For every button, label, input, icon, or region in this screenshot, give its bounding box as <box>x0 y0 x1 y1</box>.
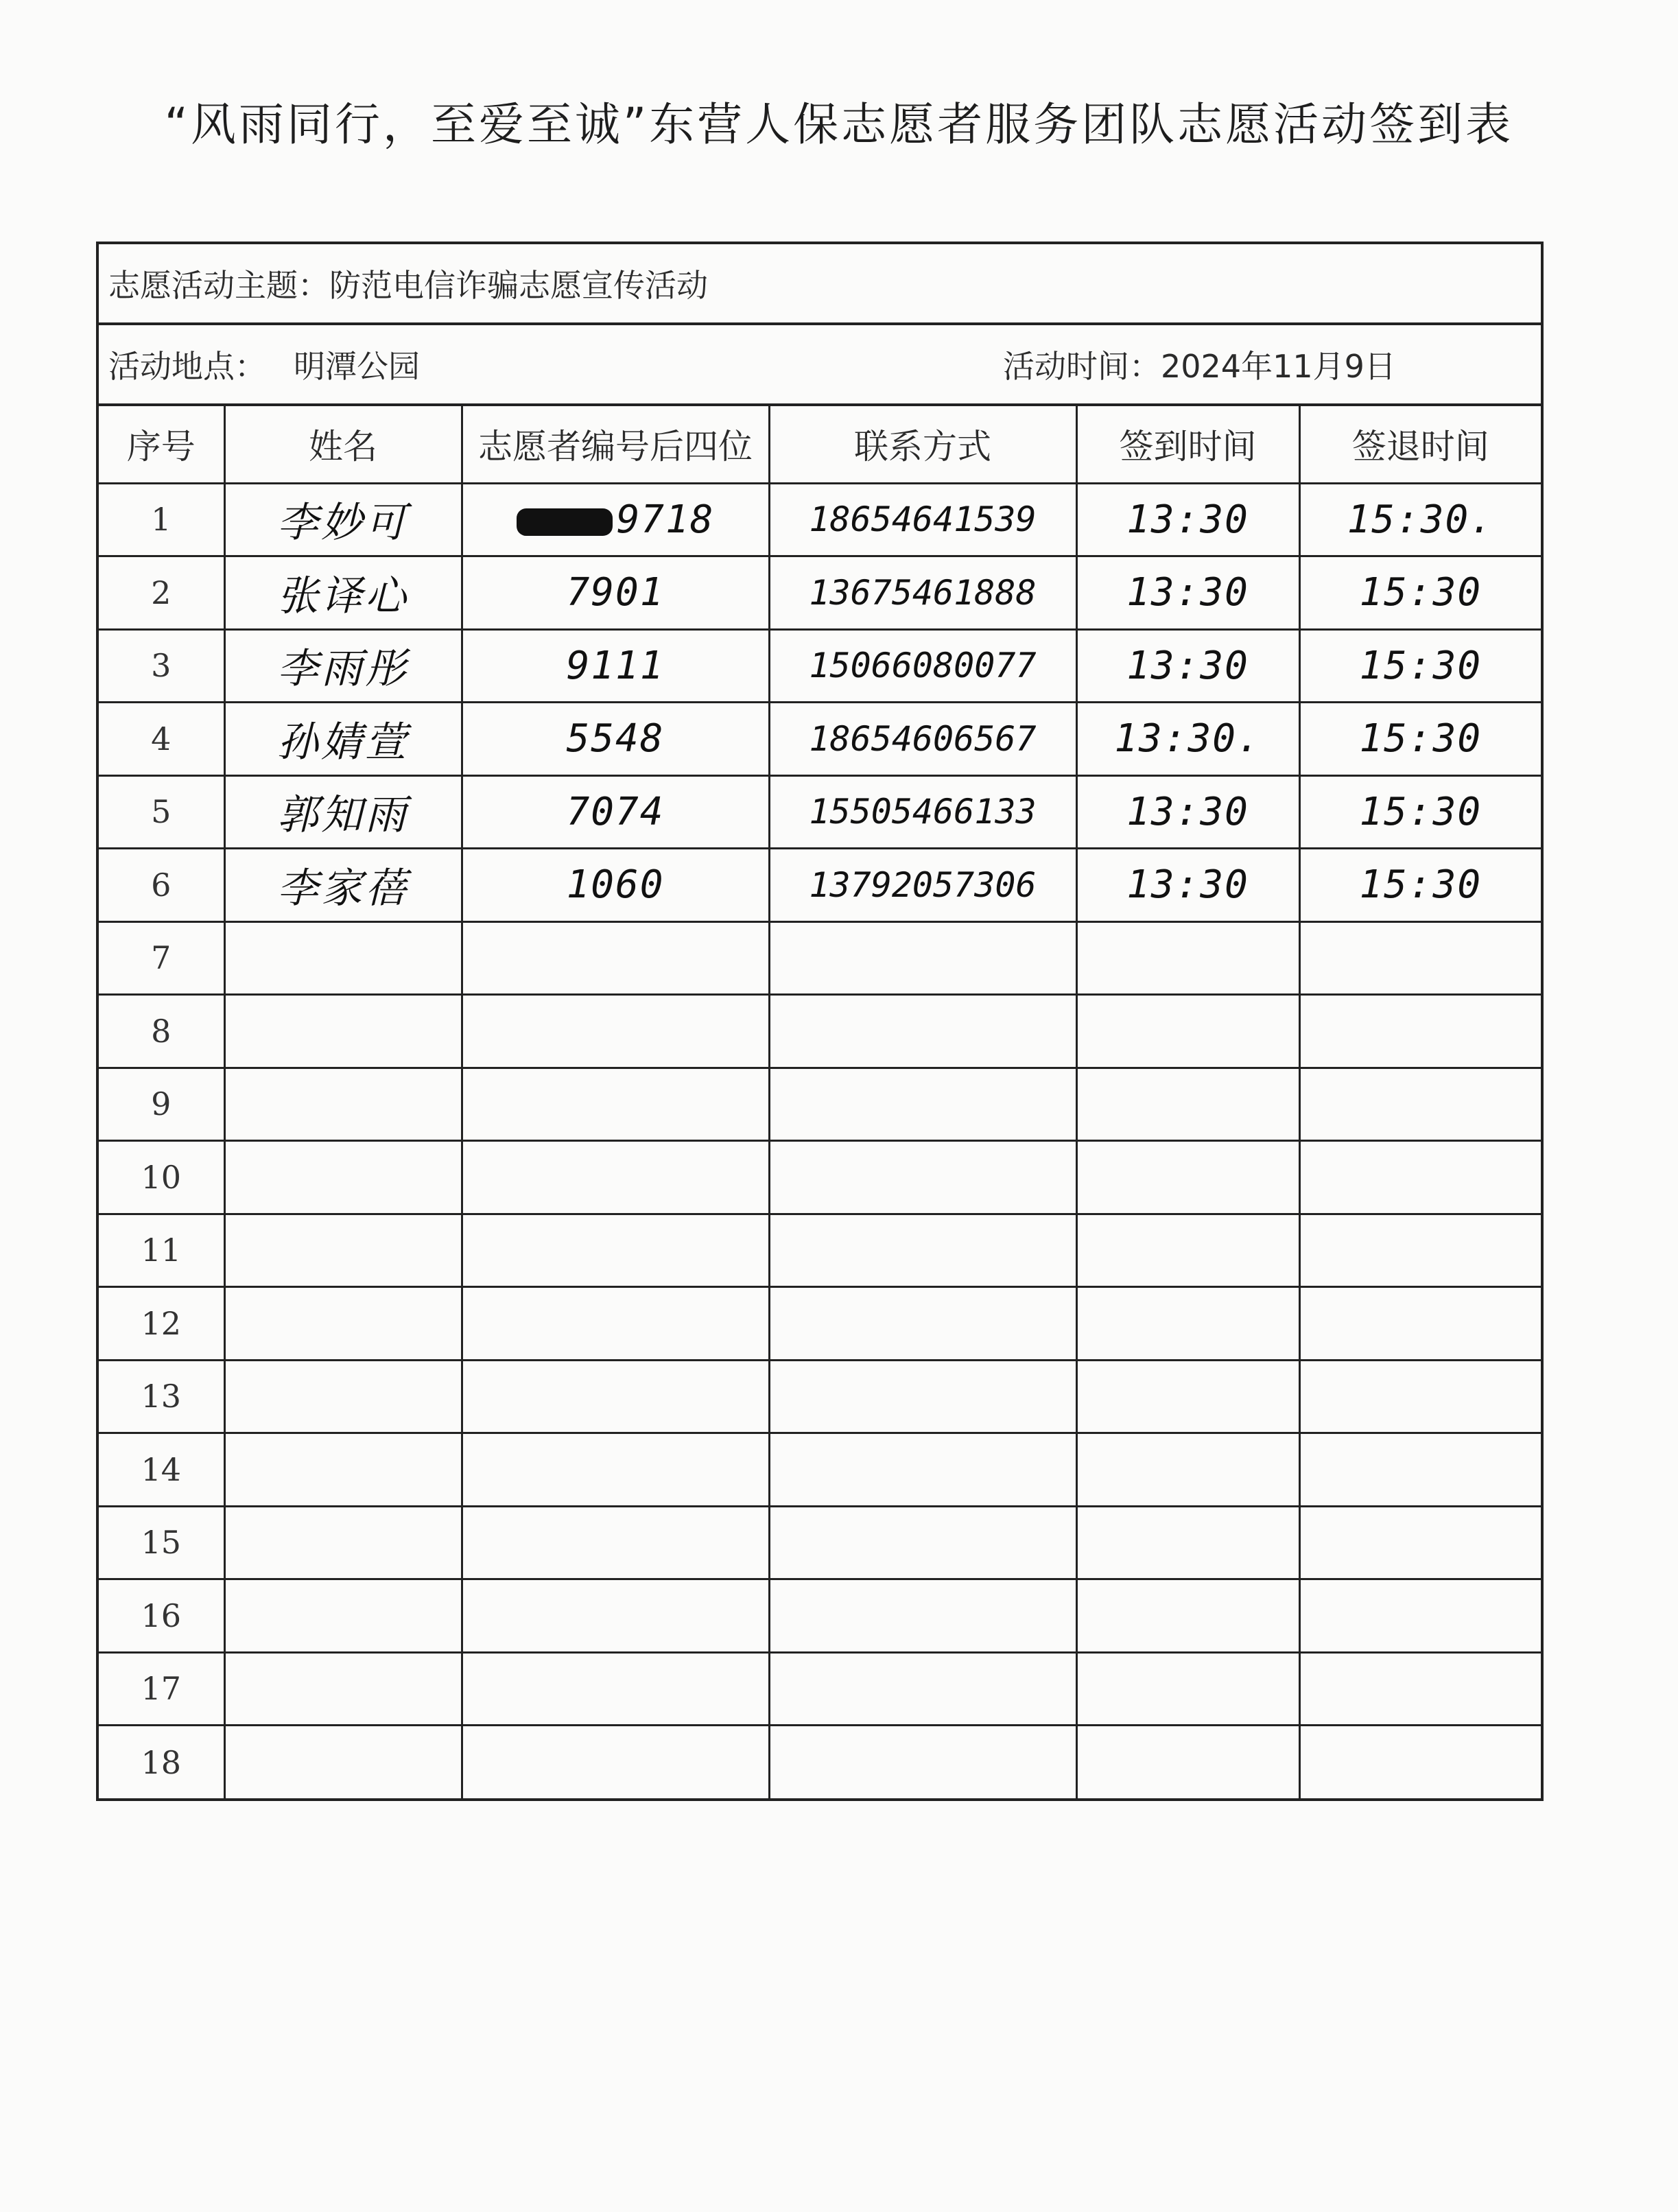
table-row <box>99 1433 1541 1507</box>
sign-out-time: 15:30 <box>1299 629 1541 703</box>
header-volunteer-id: 志愿者编号后四位 <box>462 406 769 483</box>
row-number: 5 <box>99 775 224 849</box>
table-row <box>99 1068 1541 1141</box>
sign-out-time <box>1299 1433 1541 1507</box>
sign-in-sheet <box>96 242 1544 1801</box>
sign-out-time: 15:30 <box>1299 556 1541 630</box>
sign-in-time <box>1076 1141 1299 1214</box>
sign-in-time <box>1076 1652 1299 1726</box>
table-row <box>99 921 1541 995</box>
volunteer-name <box>224 1726 462 1799</box>
volunteer-id <box>462 1433 769 1507</box>
row-number: 9 <box>99 1068 224 1141</box>
volunteer-id <box>462 1141 769 1214</box>
sign-out-time: 15:30 <box>1299 849 1541 922</box>
contact-phone: 13675461888 <box>769 556 1076 630</box>
row-number: 18 <box>99 1726 224 1799</box>
volunteer-name: 李家蓓 <box>224 849 462 922</box>
volunteer-name: 李妙可 <box>224 483 462 556</box>
volunteer-name: 郭知雨 <box>224 775 462 849</box>
row-number: 1 <box>99 483 224 556</box>
volunteer-name: 张译心 <box>224 556 462 630</box>
contact-phone <box>769 995 1076 1068</box>
sign-in-time <box>1076 1433 1299 1507</box>
volunteer-name <box>224 921 462 995</box>
attendance-table <box>99 406 1541 1798</box>
volunteer-id <box>462 1360 769 1433</box>
row-number: 17 <box>99 1652 224 1726</box>
sign-out-time <box>1299 995 1541 1068</box>
volunteer-id <box>462 1652 769 1726</box>
sign-out-time: 15:30 <box>1299 703 1541 776</box>
sign-out-time <box>1299 1360 1541 1433</box>
time-value: 2024年11月9日 <box>1161 348 1396 385</box>
volunteer-name <box>224 1579 462 1653</box>
contact-phone <box>769 1506 1076 1579</box>
volunteer-name <box>224 1506 462 1579</box>
sign-in-time <box>1076 1506 1299 1579</box>
sign-in-time <box>1076 1579 1299 1653</box>
location-label: 活动地点： <box>108 348 266 385</box>
row-number: 7 <box>99 921 224 995</box>
location-value: 明潭公园 <box>294 348 420 385</box>
sign-out-time: 15:30. <box>1299 483 1541 556</box>
sign-out-time <box>1299 1652 1541 1726</box>
contact-phone <box>769 1726 1076 1799</box>
volunteer-id <box>462 921 769 995</box>
table-row <box>99 1726 1541 1799</box>
volunteer-name <box>224 1141 462 1214</box>
contact-phone: 15505466133 <box>769 775 1076 849</box>
volunteer-id: 7074 <box>462 775 769 849</box>
header-row <box>99 406 1541 483</box>
sign-out-time: 15:30 <box>1299 775 1541 849</box>
sign-in-time: 13:30 <box>1076 629 1299 703</box>
sign-in-time: 13:30. <box>1076 703 1299 776</box>
table-row <box>99 1287 1541 1361</box>
sign-out-time <box>1299 1506 1541 1579</box>
volunteer-id <box>462 1287 769 1361</box>
redaction-mark <box>517 508 613 536</box>
document-title: “风雨同行，至爱至诚”东营人保志愿者服务团队志愿活动签到表 <box>164 98 1514 151</box>
contact-phone: 15066080077 <box>769 629 1076 703</box>
volunteer-name <box>224 1433 462 1507</box>
table-row <box>99 703 1541 776</box>
row-number: 11 <box>99 1214 224 1287</box>
table-row <box>99 1360 1541 1433</box>
volunteer-id <box>462 1506 769 1579</box>
contact-phone: 13792057306 <box>769 849 1076 922</box>
sign-out-time <box>1299 1579 1541 1653</box>
volunteer-id <box>462 995 769 1068</box>
table-row <box>99 1579 1541 1653</box>
sign-in-time <box>1076 1360 1299 1433</box>
volunteer-id-text: 9718 <box>616 497 715 542</box>
row-number: 10 <box>99 1141 224 1214</box>
contact-phone <box>769 1433 1076 1507</box>
sign-in-time <box>1076 1214 1299 1287</box>
table-row <box>99 1652 1541 1726</box>
contact-phone: 18654641539 <box>769 483 1076 556</box>
sign-out-time <box>1299 1726 1541 1799</box>
row-number: 3 <box>99 629 224 703</box>
activity-time <box>1003 342 1396 387</box>
table-row <box>99 556 1541 630</box>
row-number: 14 <box>99 1433 224 1507</box>
volunteer-name: 孙婧萱 <box>224 703 462 776</box>
header-number: 序号 <box>99 406 224 483</box>
table-row <box>99 629 1541 703</box>
contact-phone <box>769 1068 1076 1141</box>
theme-row <box>99 244 1541 325</box>
contact-phone <box>769 1579 1076 1653</box>
sign-in-time: 13:30 <box>1076 556 1299 630</box>
volunteer-id <box>462 483 769 556</box>
sign-out-time <box>1299 1068 1541 1141</box>
sign-out-time <box>1299 1214 1541 1287</box>
row-number: 13 <box>99 1360 224 1433</box>
volunteer-id <box>462 1214 769 1287</box>
volunteer-name: 李雨彤 <box>224 629 462 703</box>
sign-out-time <box>1299 921 1541 995</box>
table-row <box>99 483 1541 556</box>
table-row <box>99 849 1541 922</box>
volunteer-name <box>224 1214 462 1287</box>
contact-phone <box>769 1360 1076 1433</box>
volunteer-name <box>224 995 462 1068</box>
volunteer-name <box>224 1287 462 1361</box>
theme-label: 志愿活动主题： <box>108 267 329 304</box>
sign-out-time <box>1299 1287 1541 1361</box>
volunteer-id: 7901 <box>462 556 769 630</box>
contact-phone <box>769 1287 1076 1361</box>
row-number: 8 <box>99 995 224 1068</box>
table-row <box>99 1214 1541 1287</box>
contact-phone <box>769 1214 1076 1287</box>
location-time-row <box>99 325 1541 406</box>
volunteer-name <box>224 1068 462 1141</box>
contact-phone <box>769 1652 1076 1726</box>
sign-in-time <box>1076 1287 1299 1361</box>
sign-out-time <box>1299 1141 1541 1214</box>
sign-in-time: 13:30 <box>1076 775 1299 849</box>
volunteer-id: 1060 <box>462 849 769 922</box>
sign-in-time: 13:30 <box>1076 849 1299 922</box>
sign-in-time <box>1076 1726 1299 1799</box>
sign-in-time <box>1076 1068 1299 1141</box>
volunteer-id <box>462 1579 769 1653</box>
row-number: 4 <box>99 703 224 776</box>
header-contact: 联系方式 <box>769 406 1076 483</box>
header-name: 姓名 <box>224 406 462 483</box>
contact-phone <box>769 1141 1076 1214</box>
sign-in-time <box>1076 921 1299 995</box>
row-number: 15 <box>99 1506 224 1579</box>
sign-in-time <box>1076 995 1299 1068</box>
theme-value: 防范电信诈骗志愿宣传活动 <box>329 267 708 304</box>
table-row <box>99 1141 1541 1214</box>
volunteer-id: 9111 <box>462 629 769 703</box>
volunteer-id <box>462 1068 769 1141</box>
contact-phone: 18654606567 <box>769 703 1076 776</box>
table-row <box>99 995 1541 1068</box>
row-number: 12 <box>99 1287 224 1361</box>
row-number: 2 <box>99 556 224 630</box>
volunteer-name <box>224 1360 462 1433</box>
sign-in-time: 13:30 <box>1076 483 1299 556</box>
table-row <box>99 1506 1541 1579</box>
row-number: 16 <box>99 1579 224 1653</box>
header-sign-in-time: 签到时间 <box>1076 406 1299 483</box>
row-number: 6 <box>99 849 224 922</box>
header-sign-out-time: 签退时间 <box>1299 406 1541 483</box>
table-row <box>99 775 1541 849</box>
time-label: 活动时间： <box>1003 348 1161 385</box>
volunteer-id: 5548 <box>462 703 769 776</box>
contact-phone <box>769 921 1076 995</box>
volunteer-id <box>462 1726 769 1799</box>
volunteer-name <box>224 1652 462 1726</box>
